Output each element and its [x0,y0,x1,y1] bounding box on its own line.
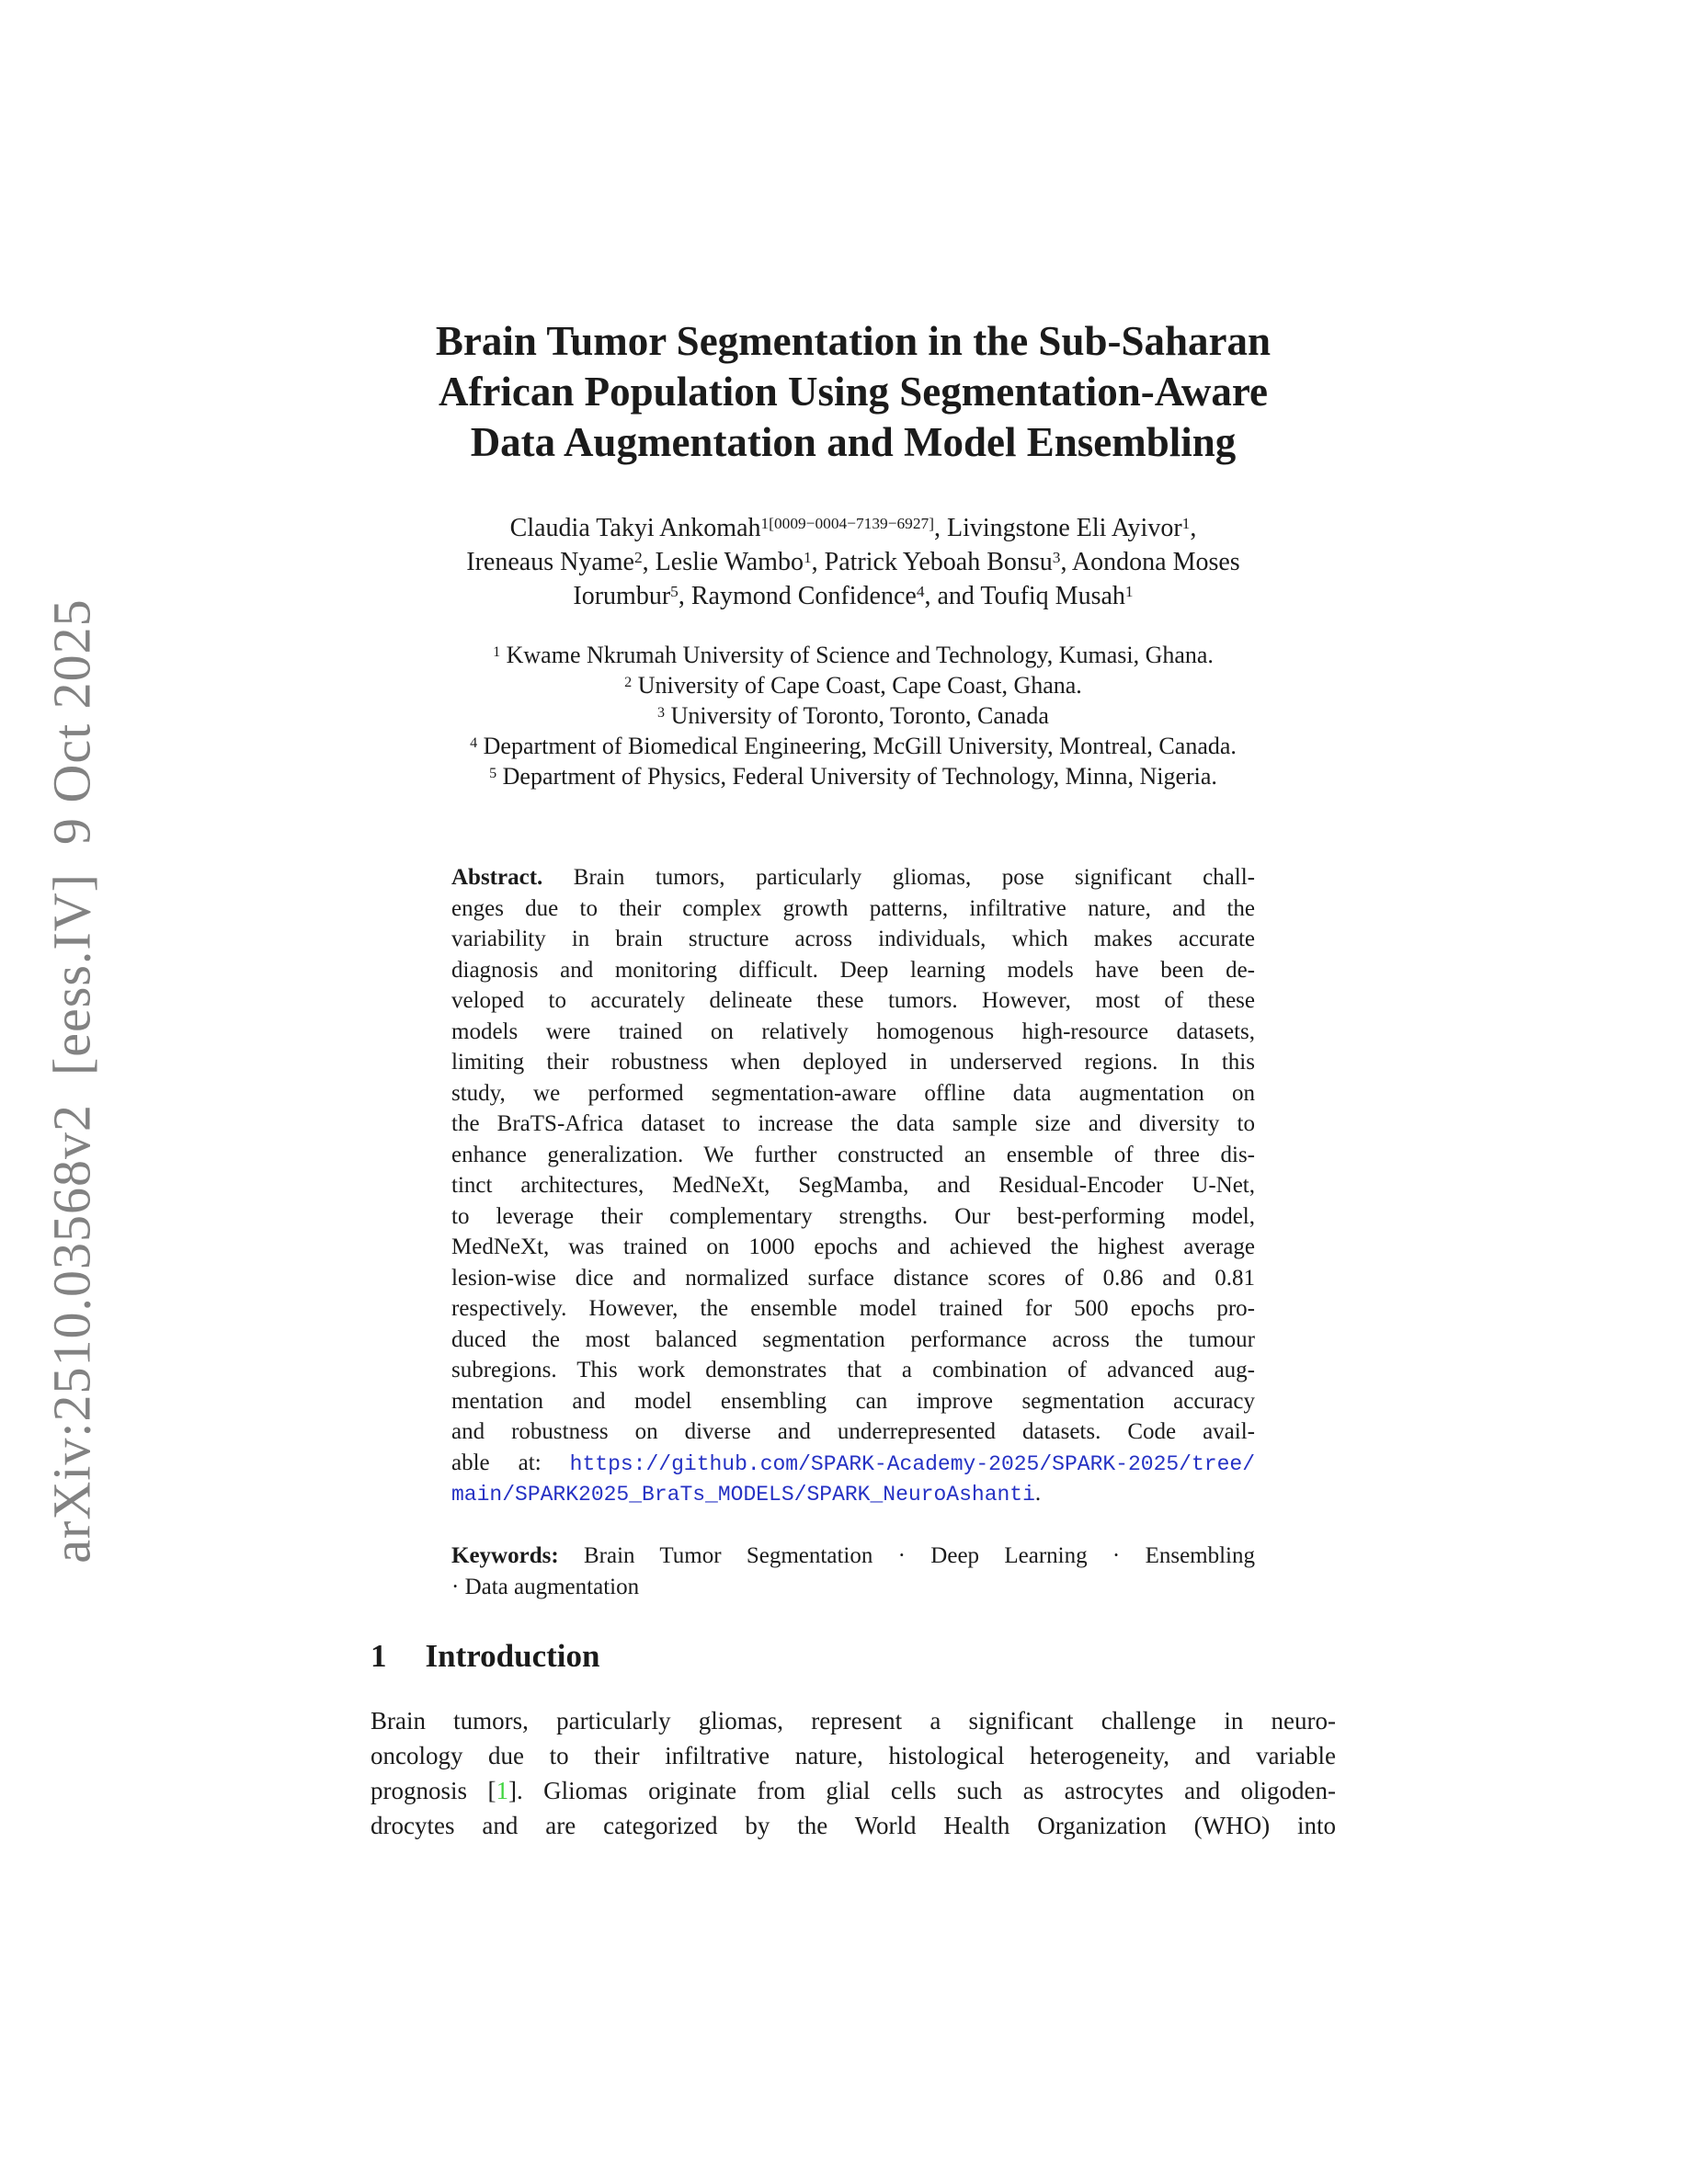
text-segment: University of Cape Coast, Cape Coast, Ghana. [632,672,1082,699]
intro-paragraph [371,1703,1336,1843]
text-segment: subregions. This work demonstrates that a combination of advanced aug- [451,1358,1255,1382]
text-line [371,1703,1336,1738]
text-line [451,955,1255,986]
text-line [451,1170,1255,1201]
text-line [451,1017,1255,1048]
text-line [451,862,1255,893]
text-segment: enges due to their complex growth patterns, infiltrative nature, and the [451,895,1255,921]
text-segment: variability in brain structure across individuals, which makes accurate [451,927,1255,951]
text-segment: to leverage their complementary strengths. Our best-performing model, [451,1203,1255,1229]
text-segment: Claudia Takyi Ankomah [509,514,761,542]
text-segment: 1 [803,549,812,567]
text-segment: 1 [493,643,501,660]
text-segment: study, we performed segmentation-aware offline data augmentation on [451,1080,1255,1106]
text-segment: , Raymond Confidence [678,582,917,610]
text-segment: Brain Tumor Segmentation · Deep Learning · Ensembling [558,1543,1255,1568]
text-segment: Ireneaus Nyame [466,548,634,576]
text-segment: respectively. However, the ensemble model trained for 500 epochs pro- [451,1296,1255,1321]
text-line [451,924,1255,955]
text-segment: 1 [1181,515,1191,533]
text-segment: , Aondona Moses [1060,548,1240,576]
text-line [371,1738,1336,1773]
text-line [451,985,1255,1017]
text-line [371,579,1336,613]
text-line [371,511,1336,545]
text-segment: , Patrick Yeboah Bonsu [811,548,1053,576]
text-segment: the BraTS-Africa dataset to increase the data sample size and diversity to [451,1111,1255,1136]
text-column [371,0,1336,2184]
text-line [371,670,1336,700]
text-line [451,1078,1255,1109]
text-segment: Department of Biomedical Engineering, McGill University, Montreal, Canada. [477,733,1237,759]
text-segment: 1 [1124,583,1134,601]
text-segment: mentation and model ensembling can improve segmentation accuracy [451,1388,1255,1414]
text-segment: , [1190,514,1197,542]
text-segment: Brain Tumor Segmentation in the Sub-Saharan [435,318,1272,364]
text-segment: , and Toufiq Musah [924,582,1125,610]
text-segment: 3 [657,704,666,721]
github-link[interactable]: main/SPARK2025_BraTs_MODELS/SPARK_NeuroAshanti [451,1483,1035,1507]
author-list [371,511,1336,613]
text-line [451,1140,1255,1171]
text-line [451,1109,1255,1140]
text-segment: 5 [670,583,679,601]
text-segment: . [1034,1481,1042,1506]
text-segment: 4 [470,734,478,751]
text-segment: , Leslie Wambo [642,548,804,576]
text-segment: veloped to accurately delineate these tumors. However, most of these [451,988,1255,1013]
text-segment: able at: [451,1450,570,1475]
text-segment: · Data augmentation [451,1575,640,1599]
text-line [451,1201,1255,1233]
text-line [451,1572,1255,1603]
text-segment: 2 [633,549,643,567]
text-line [451,1541,1255,1572]
text-segment: African Population Using Segmentation-Aware [438,369,1269,415]
paper-title [371,316,1336,468]
text-line [371,731,1336,761]
text-segment: ]. Gliomas originate from glial cells such as astrocytes and oligoden- [508,1777,1336,1804]
section-1-heading [371,1638,1336,1675]
text-line [451,1232,1255,1263]
text-segment: , Livingstone Eli Ayivor [934,514,1182,542]
text-segment: MedNeXt, was trained on 1000 epochs and achieved the highest average [451,1234,1255,1259]
text-line [451,1293,1255,1325]
arxiv-watermark-label: arXiv:2510.03568v2 [eess.IV] 9 Oct 2025 [41,598,102,1564]
abstract-block [451,862,1255,1509]
github-link[interactable]: https://github.com/SPARK-Academy-2025/SPARK-2025/tree/ [569,1451,1255,1476]
affiliation-list [371,640,1336,791]
text-segment: Data Augmentation and Model Ensembling [470,419,1237,465]
text-line [451,1047,1255,1078]
text-segment: enhance generalization. We further constructed an ensemble of three dis- [451,1142,1255,1167]
text-line [451,1263,1255,1294]
text-segment: duced the most balanced segmentation performance across the tumour [451,1326,1255,1352]
section-title: Introduction [425,1638,600,1674]
text-segment: Brain tumors, particularly gliomas, represent a significant challenge in neuro- [371,1707,1336,1735]
text-segment: models were trained on relatively homogenous high-resource datasets, [451,1018,1255,1044]
text-segment: Kwame Nkrumah University of Science and Technology, Kumasi, Ghana. [500,642,1214,668]
text-segment: tinct architectures, MedNeXt, SegMamba, and Residual-Encoder U-Net, [451,1173,1255,1198]
text-line [371,1773,1336,1808]
text-segment: 2 [624,674,633,690]
text-segment: diagnosis and monitoring difficult. Deep learning models have been de- [451,957,1255,983]
text-segment: 5 [489,765,497,781]
text-line [371,640,1336,670]
text-segment: Iorumbur [573,582,671,610]
citation-1-link[interactable]: 1 [496,1777,508,1804]
text-segment: Department of Physics, Federal University of Technology, Minna, Nigeria. [496,763,1217,790]
keywords-block [451,1541,1255,1603]
text-line [371,367,1336,417]
text-segment: prognosis [ [371,1777,496,1804]
text-segment: Keywords: [451,1543,559,1568]
text-line [451,1355,1255,1386]
text-segment: limiting their robustness when deployed in underserved regions. In this [451,1050,1255,1075]
text-line [451,1478,1255,1509]
text-segment: lesion-wise dice and normalized surface distance scores of 0.86 and 0.81 [451,1265,1255,1291]
text-segment: drocytes and are categorized by the World Health Organization (WHO) into [371,1812,1336,1839]
text-segment: and robustness on diverse and underrepresented datasets. Code avail- [451,1419,1255,1444]
text-segment: Brain tumors, particularly gliomas, pose significant chall- [542,865,1255,890]
text-line [371,316,1336,367]
text-line [371,700,1336,731]
text-line [451,1416,1255,1448]
text-segment: 4 [916,583,925,601]
text-segment: University of Toronto, Toronto, Canada [665,702,1049,729]
text-segment: oncology due to their infiltrative nature, histological heterogeneity, and variable [371,1742,1336,1769]
text-line [371,417,1336,468]
text-line [451,1448,1255,1479]
text-line [371,761,1336,791]
text-line [451,1386,1255,1417]
text-line [371,1808,1336,1843]
text-line [451,893,1255,925]
text-line [451,1325,1255,1356]
text-segment: 3 [1052,549,1061,567]
text-segment: Abstract. [451,865,543,890]
section-number: 1 [371,1638,387,1674]
text-segment: 1[0009−0004−7139−6927] [760,515,934,533]
text-line [371,545,1336,579]
